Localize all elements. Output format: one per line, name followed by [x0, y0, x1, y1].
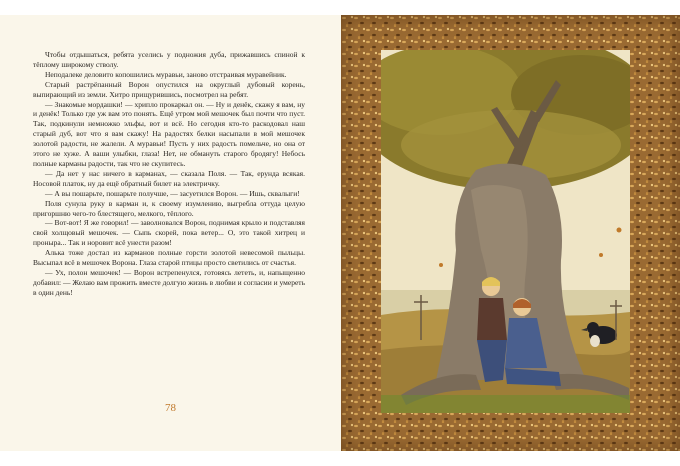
text-page: [0, 15, 341, 451]
paragraph: — Знакомые мордашки! — хрипло прокаркал он. — Ну и денёк, скажу я вам, ну и денёк! Только где уж вам это понять. Ещё утром мой мешочек был почти что пуст. Так, подкинули немножко эльфы, вот и всё. Но сегодня кто-то раскодовал наш старый дуб, вот что я вам скажу! На радостях белки насыпали в мой мешочек золотой радости, не жалели. А муравьи! Пусть у них радость помельче, но она от этого не хуже. А ваши улыбки, глаза! Нет, не обмануть старого бродягу! Небось полные карманы радости, так что не скупитесь.: [33, 99, 305, 168]
paragraph: Неподалеке деловито копошились муравьи, заново отстраивая муравейник.: [45, 69, 287, 79]
paragraph: Алька тоже достал из карманов полные горсти золотой невесомой пыльцы. Высыпал всё в мешочек Ворона. Глаза старой птицы просто светились от счастья.: [33, 248, 305, 268]
paragraph: — Ух, полон мешочек! — Ворон встрепенулся, готовясь лететь, и, напыщенно добавил: — Желаю вам прожить вместе долгую жизнь в любви и согласии и умереть в один день!: [33, 267, 305, 297]
falling-leaf: [617, 228, 622, 233]
boy-vest: [477, 298, 507, 340]
paragraph: Чтобы отдышаться, ребята уселись у подножия дуба, прижавшись спиной к тёплому широкому стволу.: [33, 50, 305, 69]
paragraph: Старый растрёпанный Ворон опустился на округлый дубовый корень, выпирающий из земли. Хитро прищурившись, посмотрел на ребят.: [33, 79, 305, 99]
page-number: 78: [165, 402, 176, 414]
falling-leaf: [439, 263, 443, 267]
paragraph: — Вот-вот! Я же говорил! — заволновался Ворон, поднимая крыло и подставляя свой холщовый мешочек. — Сыпь скорей, пока ветер... О, это такой хитрец и проныра... Так и норовит всё унести разом!: [33, 218, 305, 248]
paragraph: — А вы пошарьте, пошарьте получше, — засуетился Ворон. — Ишь, сквалыги!: [45, 188, 300, 198]
raven-pouch: [590, 335, 600, 347]
story-text: [33, 50, 305, 298]
oak-tree-illustration: [381, 50, 630, 413]
paragraph: Поля сунула руку в карман и, к своему изумлению, выгребла оттуда целую пригоршню чего-то блестящего, мелкого, тёплого.: [33, 198, 305, 218]
falling-leaf: [599, 253, 603, 257]
illustration-page: [341, 15, 680, 451]
book-spread: [0, 15, 680, 451]
grass: [381, 395, 630, 413]
paragraph: — Да нет у нас ничего в карманах, — сказала Поля. — Так, ерунда всякая. Носовой платок, ну да ещё обратный билет на электричку.: [33, 168, 305, 188]
raven-head: [587, 322, 599, 334]
illustration-art: [381, 50, 630, 413]
